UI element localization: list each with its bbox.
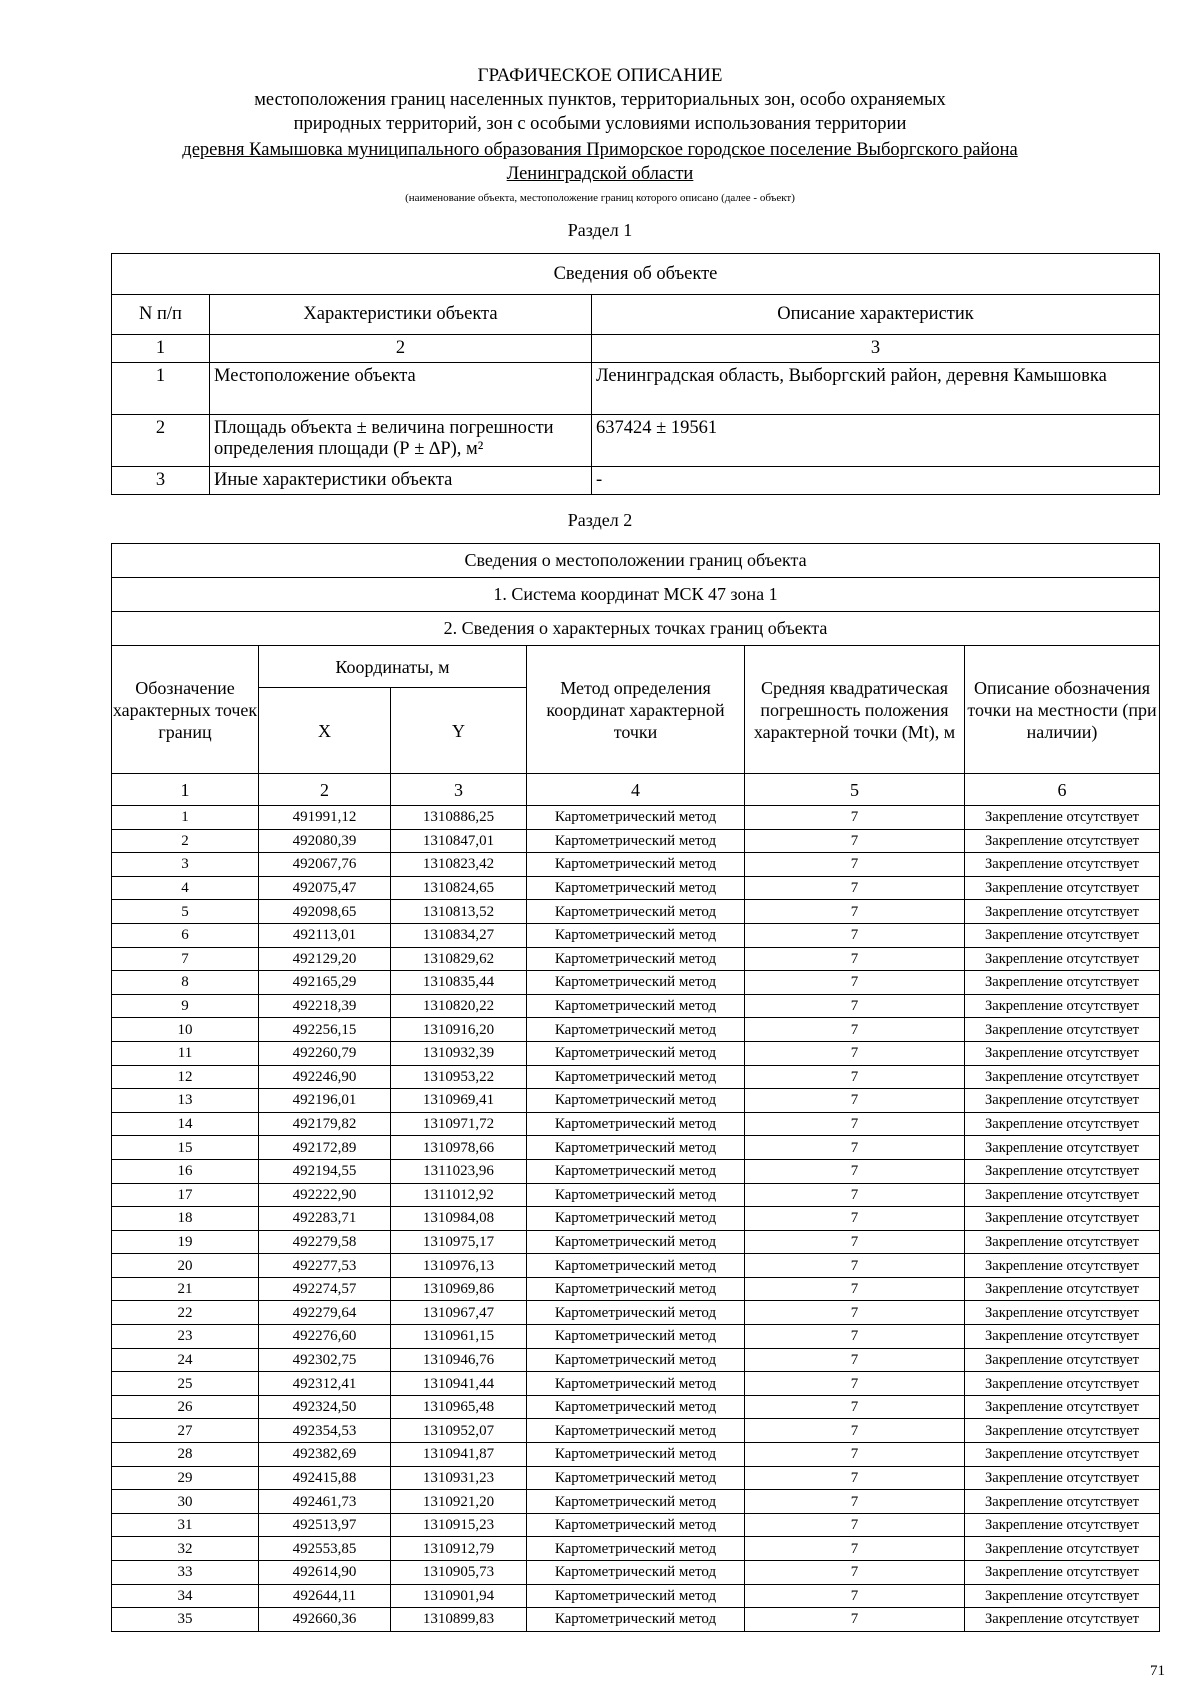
mean-error: 7 (745, 900, 965, 924)
table-row (112, 829, 1160, 853)
column-number: 1 (112, 335, 210, 363)
point-id: 23 (112, 1325, 259, 1349)
characteristic-value: 637424 ± 19561 (592, 415, 1160, 467)
table-row (112, 1089, 1160, 1113)
object-name-note: (наименование объекта, местоположение границ которого описано (далее - объект) (405, 192, 795, 204)
table-row (112, 1018, 1160, 1042)
coord-x: 492080,39 (259, 829, 391, 853)
point-description: Закрепление отсутствует (965, 876, 1160, 900)
coord-y: 1310820,22 (391, 994, 527, 1018)
point-id: 6 (112, 923, 259, 947)
point-description: Закрепление отсутствует (965, 1018, 1160, 1042)
mean-error: 7 (745, 1466, 965, 1490)
coord-x: 492098,65 (259, 900, 391, 924)
document-title: ГРАФИЧЕСКОЕ ОПИСАНИЕ (477, 65, 723, 86)
point-id: 33 (112, 1561, 259, 1585)
point-description: Закрепление отсутствует (965, 1065, 1160, 1089)
coord-x: 492113,01 (259, 923, 391, 947)
mean-error: 7 (745, 1183, 965, 1207)
point-id: 24 (112, 1348, 259, 1372)
coord-x: 492283,71 (259, 1207, 391, 1231)
point-description: Закрепление отсутствует (965, 1230, 1160, 1254)
point-description: Закрепление отсутствует (965, 1561, 1160, 1585)
point-description: Закрепление отсутствует (965, 1041, 1160, 1065)
point-description: Закрепление отсутствует (965, 1112, 1160, 1136)
table-row (112, 1608, 1160, 1632)
method: Картометрический метод (527, 1372, 745, 1396)
method: Картометрический метод (527, 1136, 745, 1160)
point-id: 2 (112, 829, 259, 853)
point-rows (112, 806, 1160, 1632)
point-description: Закрепление отсутствует (965, 1159, 1160, 1183)
object-name-line-1: деревня Камышовка муниципального образования Приморское городское поселение Выборгского района (182, 140, 1018, 160)
table-row (112, 1254, 1160, 1278)
mean-error: 7 (745, 1041, 965, 1065)
coord-x: 492172,89 (259, 1136, 391, 1160)
table-row (112, 1065, 1160, 1089)
point-description: Закрепление отсутствует (965, 806, 1160, 830)
mean-error: 7 (745, 1537, 965, 1561)
column-number: 1 (112, 774, 259, 806)
section-2-label: Раздел 2 (567, 510, 633, 530)
coord-x: 492324,50 (259, 1395, 391, 1419)
point-id: 13 (112, 1089, 259, 1113)
column-number: 5 (745, 774, 965, 806)
point-id: 32 (112, 1537, 259, 1561)
coord-x: 492279,64 (259, 1301, 391, 1325)
coord-x: 492256,15 (259, 1018, 391, 1042)
table-row (112, 876, 1160, 900)
point-id: 12 (112, 1065, 259, 1089)
point-id: 26 (112, 1395, 259, 1419)
point-description: Закрепление отсутствует (965, 994, 1160, 1018)
method: Картометрический метод (527, 1018, 745, 1042)
coord-y: 1310886,25 (391, 806, 527, 830)
mean-error: 7 (745, 1159, 965, 1183)
column-number: 3 (391, 774, 527, 806)
table-row (112, 1207, 1160, 1231)
coord-x: 492179,82 (259, 1112, 391, 1136)
point-id: 10 (112, 1018, 259, 1042)
coord-y: 1310834,27 (391, 923, 527, 947)
table-row (112, 947, 1160, 971)
mean-error: 7 (745, 1301, 965, 1325)
point-description: Закрепление отсутствует (965, 1136, 1160, 1160)
point-id: 11 (112, 1041, 259, 1065)
mean-error: 7 (745, 947, 965, 971)
point-id: 19 (112, 1230, 259, 1254)
method: Картометрический метод (527, 971, 745, 995)
method: Картометрический метод (527, 1490, 745, 1514)
coord-x: 492260,79 (259, 1041, 391, 1065)
coord-y: 1310971,72 (391, 1112, 527, 1136)
coord-y: 1310984,08 (391, 1207, 527, 1231)
coord-x: 492382,69 (259, 1443, 391, 1467)
method: Картометрический метод (527, 994, 745, 1018)
table-row (112, 1419, 1160, 1443)
method: Картометрический метод (527, 1301, 745, 1325)
coord-y: 1310901,94 (391, 1584, 527, 1608)
coord-y: 1310969,86 (391, 1277, 527, 1301)
method: Картометрический метод (527, 1395, 745, 1419)
column-number: 2 (210, 335, 592, 363)
table-row (112, 467, 1160, 495)
boundary-points-table (111, 543, 1160, 1632)
table-row (112, 1041, 1160, 1065)
point-id: 14 (112, 1112, 259, 1136)
method: Картометрический метод (527, 1537, 745, 1561)
table-row (112, 900, 1160, 924)
header-designation: Обозначение характерных точек границ (112, 646, 259, 774)
point-description: Закрепление отсутствует (965, 1419, 1160, 1443)
coordinate-system: 1. Система координат МСК 47 зона 1 (112, 578, 1160, 612)
method: Картометрический метод (527, 923, 745, 947)
column-number: 2 (259, 774, 391, 806)
row-number: 3 (112, 467, 210, 495)
header-error: Средняя квадратическая погрешность положения характерной точки (Mt), м (745, 646, 965, 774)
table-row (112, 1159, 1160, 1183)
mean-error: 7 (745, 1561, 965, 1585)
method: Картометрический метод (527, 829, 745, 853)
coord-y: 1310978,66 (391, 1136, 527, 1160)
method: Картометрический метод (527, 1419, 745, 1443)
point-id: 4 (112, 876, 259, 900)
coord-y: 1310969,41 (391, 1089, 527, 1113)
point-description: Закрепление отсутствует (965, 1584, 1160, 1608)
method: Картометрический метод (527, 1112, 745, 1136)
coord-x: 492218,39 (259, 994, 391, 1018)
coord-y: 1310965,48 (391, 1395, 527, 1419)
method: Картометрический метод (527, 853, 745, 877)
coord-y: 1310916,20 (391, 1018, 527, 1042)
point-description: Закрепление отсутствует (965, 1089, 1160, 1113)
object-name-line-2: Ленинградской области (506, 164, 694, 184)
method: Картометрический метод (527, 1207, 745, 1231)
table-row (112, 1584, 1160, 1608)
mean-error: 7 (745, 1608, 965, 1632)
coord-y: 1310915,23 (391, 1513, 527, 1537)
coord-x: 492129,20 (259, 947, 391, 971)
mean-error: 7 (745, 1254, 965, 1278)
coord-x: 492279,58 (259, 1230, 391, 1254)
header-point-description: Описание обозначения точки на местности (при наличии) (965, 646, 1160, 774)
table-row (112, 1348, 1160, 1372)
table-row (112, 1466, 1160, 1490)
subtitle-line-2: природных территорий, зон с особыми условиями использования территории (293, 114, 907, 134)
point-id: 34 (112, 1584, 259, 1608)
point-description: Закрепление отсутствует (965, 1466, 1160, 1490)
point-id: 18 (112, 1207, 259, 1231)
header-number: N п/п (112, 295, 210, 335)
coord-y: 1310905,73 (391, 1561, 527, 1585)
coord-y: 1310941,87 (391, 1443, 527, 1467)
table-row (112, 853, 1160, 877)
coord-y: 1310931,23 (391, 1466, 527, 1490)
coord-x: 492222,90 (259, 1183, 391, 1207)
point-id: 20 (112, 1254, 259, 1278)
coord-x: 492660,36 (259, 1608, 391, 1632)
method: Картометрический метод (527, 900, 745, 924)
object-info-caption: Сведения об объекте (112, 254, 1160, 295)
point-description: Закрепление отсутствует (965, 1372, 1160, 1396)
point-description: Закрепление отсутствует (965, 1254, 1160, 1278)
coord-y: 1310961,15 (391, 1325, 527, 1349)
coord-y: 1311012,92 (391, 1183, 527, 1207)
mean-error: 7 (745, 1443, 965, 1467)
point-description: Закрепление отсутствует (965, 1348, 1160, 1372)
mean-error: 7 (745, 1395, 965, 1419)
column-number: 6 (965, 774, 1160, 806)
point-description: Закрепление отсутствует (965, 1183, 1160, 1207)
point-id: 29 (112, 1466, 259, 1490)
boundary-caption: Сведения о местоположении границ объекта (112, 544, 1160, 578)
characteristic-name: Площадь объекта ± величина погрешности определения площади (Р ± ∆Р), м² (210, 415, 592, 467)
point-description: Закрепление отсутствует (965, 1277, 1160, 1301)
section-1-label: Раздел 1 (567, 220, 633, 240)
point-id: 27 (112, 1419, 259, 1443)
table-row (112, 1112, 1160, 1136)
points-caption: 2. Сведения о характерных точках границ объекта (112, 612, 1160, 646)
mean-error: 7 (745, 1419, 965, 1443)
mean-error: 7 (745, 1348, 965, 1372)
point-description: Закрепление отсутствует (965, 1608, 1160, 1632)
point-id: 8 (112, 971, 259, 995)
point-description: Закрепление отсутствует (965, 1537, 1160, 1561)
mean-error: 7 (745, 1277, 965, 1301)
method: Картометрический метод (527, 1277, 745, 1301)
point-description: Закрепление отсутствует (965, 1443, 1160, 1467)
coord-y: 1310976,13 (391, 1254, 527, 1278)
coord-x: 492277,53 (259, 1254, 391, 1278)
coord-y: 1310932,39 (391, 1041, 527, 1065)
header-description: Описание характеристик (592, 295, 1160, 335)
point-id: 28 (112, 1443, 259, 1467)
coord-x: 492274,57 (259, 1277, 391, 1301)
table-row (112, 1443, 1160, 1467)
header-y: Y (391, 688, 527, 774)
coord-x: 492461,73 (259, 1490, 391, 1514)
coord-x: 492075,47 (259, 876, 391, 900)
point-description: Закрепление отсутствует (965, 971, 1160, 995)
coord-y: 1310847,01 (391, 829, 527, 853)
mean-error: 7 (745, 806, 965, 830)
header-method: Метод определения координат характерной точки (527, 646, 745, 774)
method: Картометрический метод (527, 1348, 745, 1372)
table-row (112, 1561, 1160, 1585)
mean-error: 7 (745, 876, 965, 900)
method: Картометрический метод (527, 1608, 745, 1632)
coord-x: 492067,76 (259, 853, 391, 877)
mean-error: 7 (745, 1490, 965, 1514)
point-id: 25 (112, 1372, 259, 1396)
mean-error: 7 (745, 1372, 965, 1396)
table-row (112, 1230, 1160, 1254)
coord-y: 1310953,22 (391, 1065, 527, 1089)
mean-error: 7 (745, 829, 965, 853)
column-number: 4 (527, 774, 745, 806)
coord-x: 492276,60 (259, 1325, 391, 1349)
column-number: 3 (592, 335, 1160, 363)
point-id: 21 (112, 1277, 259, 1301)
row-number: 1 (112, 363, 210, 415)
point-id: 35 (112, 1608, 259, 1632)
coord-y: 1310824,65 (391, 876, 527, 900)
point-id: 31 (112, 1513, 259, 1537)
header-characteristics: Характеристики объекта (210, 295, 592, 335)
characteristic-name: Местоположение объекта (210, 363, 592, 415)
mean-error: 7 (745, 1230, 965, 1254)
row-number: 2 (112, 415, 210, 467)
point-description: Закрепление отсутствует (965, 1207, 1160, 1231)
point-id: 30 (112, 1490, 259, 1514)
point-description: Закрепление отсутствует (965, 1513, 1160, 1537)
object-info-table (111, 253, 1160, 495)
method: Картометрический метод (527, 1230, 745, 1254)
mean-error: 7 (745, 1089, 965, 1113)
page-number: 71 (1150, 1663, 1165, 1679)
method: Картометрический метод (527, 1513, 745, 1537)
coord-y: 1310813,52 (391, 900, 527, 924)
table-row (112, 1537, 1160, 1561)
subtitle-line-1: местоположения границ населенных пунктов, территориальных зон, особо охраняемых (254, 90, 946, 110)
table-row (112, 971, 1160, 995)
coord-x: 492194,55 (259, 1159, 391, 1183)
characteristic-value: - (592, 467, 1160, 495)
mean-error: 7 (745, 1207, 965, 1231)
point-id: 1 (112, 806, 259, 830)
table-row (112, 1136, 1160, 1160)
table-row (112, 1183, 1160, 1207)
method: Картометрический метод (527, 1325, 745, 1349)
coord-y: 1310823,42 (391, 853, 527, 877)
coord-x: 492165,29 (259, 971, 391, 995)
point-id: 7 (112, 947, 259, 971)
method: Картометрический метод (527, 876, 745, 900)
method: Картометрический метод (527, 1065, 745, 1089)
table-row (112, 1513, 1160, 1537)
point-id: 5 (112, 900, 259, 924)
table-row (112, 1395, 1160, 1419)
table-row (112, 1372, 1160, 1396)
coord-x: 492312,41 (259, 1372, 391, 1396)
coord-x: 492302,75 (259, 1348, 391, 1372)
coord-y: 1310967,47 (391, 1301, 527, 1325)
table-row (112, 1490, 1160, 1514)
coord-y: 1310921,20 (391, 1490, 527, 1514)
method: Картометрический метод (527, 1089, 745, 1113)
coord-y: 1310952,07 (391, 1419, 527, 1443)
method: Картометрический метод (527, 1443, 745, 1467)
table-row (112, 806, 1160, 830)
mean-error: 7 (745, 1112, 965, 1136)
point-description: Закрепление отсутствует (965, 1301, 1160, 1325)
table-row (112, 1277, 1160, 1301)
coord-x: 492513,97 (259, 1513, 391, 1537)
coord-y: 1311023,96 (391, 1159, 527, 1183)
point-id: 9 (112, 994, 259, 1018)
coord-x: 492415,88 (259, 1466, 391, 1490)
mean-error: 7 (745, 1136, 965, 1160)
coord-x: 492644,11 (259, 1584, 391, 1608)
mean-error: 7 (745, 1018, 965, 1042)
point-id: 16 (112, 1159, 259, 1183)
point-description: Закрепление отсутствует (965, 1325, 1160, 1349)
method: Картометрический метод (527, 1584, 745, 1608)
coord-y: 1310912,79 (391, 1537, 527, 1561)
point-description: Закрепление отсутствует (965, 1395, 1160, 1419)
method: Картометрический метод (527, 806, 745, 830)
method: Картометрический метод (527, 1254, 745, 1278)
mean-error: 7 (745, 971, 965, 995)
table-row (112, 363, 1160, 415)
point-id: 22 (112, 1301, 259, 1325)
coord-y: 1310941,44 (391, 1372, 527, 1396)
method: Картометрический метод (527, 947, 745, 971)
point-id: 15 (112, 1136, 259, 1160)
method: Картометрический метод (527, 1041, 745, 1065)
table-row (112, 923, 1160, 947)
coord-y: 1310975,17 (391, 1230, 527, 1254)
header-coordinates: Координаты, м (259, 646, 527, 688)
method: Картометрический метод (527, 1466, 745, 1490)
coord-y: 1310899,83 (391, 1608, 527, 1632)
coord-x: 492553,85 (259, 1537, 391, 1561)
coord-x: 491991,12 (259, 806, 391, 830)
characteristic-value: Ленинградская область, Выборгский район, деревня Камышовка (592, 363, 1160, 415)
table-row (112, 994, 1160, 1018)
coord-y: 1310835,44 (391, 971, 527, 995)
point-id: 17 (112, 1183, 259, 1207)
coord-x: 492614,90 (259, 1561, 391, 1585)
header-x: X (259, 688, 391, 774)
mean-error: 7 (745, 1065, 965, 1089)
characteristic-name: Иные характеристики объекта (210, 467, 592, 495)
method: Картометрический метод (527, 1159, 745, 1183)
mean-error: 7 (745, 994, 965, 1018)
point-description: Закрепление отсутствует (965, 853, 1160, 877)
coord-x: 492246,90 (259, 1065, 391, 1089)
point-description: Закрепление отсутствует (965, 947, 1160, 971)
coord-y: 1310946,76 (391, 1348, 527, 1372)
mean-error: 7 (745, 1584, 965, 1608)
method: Картометрический метод (527, 1183, 745, 1207)
coord-x: 492196,01 (259, 1089, 391, 1113)
mean-error: 7 (745, 853, 965, 877)
table-row (112, 1325, 1160, 1349)
point-description: Закрепление отсутствует (965, 1490, 1160, 1514)
point-description: Закрепление отсутствует (965, 923, 1160, 947)
mean-error: 7 (745, 1513, 965, 1537)
mean-error: 7 (745, 1325, 965, 1349)
coord-y: 1310829,62 (391, 947, 527, 971)
method: Картометрический метод (527, 1561, 745, 1585)
table-row (112, 1301, 1160, 1325)
point-description: Закрепление отсутствует (965, 900, 1160, 924)
point-description: Закрепление отсутствует (965, 829, 1160, 853)
coord-x: 492354,53 (259, 1419, 391, 1443)
mean-error: 7 (745, 923, 965, 947)
table-row (112, 415, 1160, 467)
point-id: 3 (112, 853, 259, 877)
